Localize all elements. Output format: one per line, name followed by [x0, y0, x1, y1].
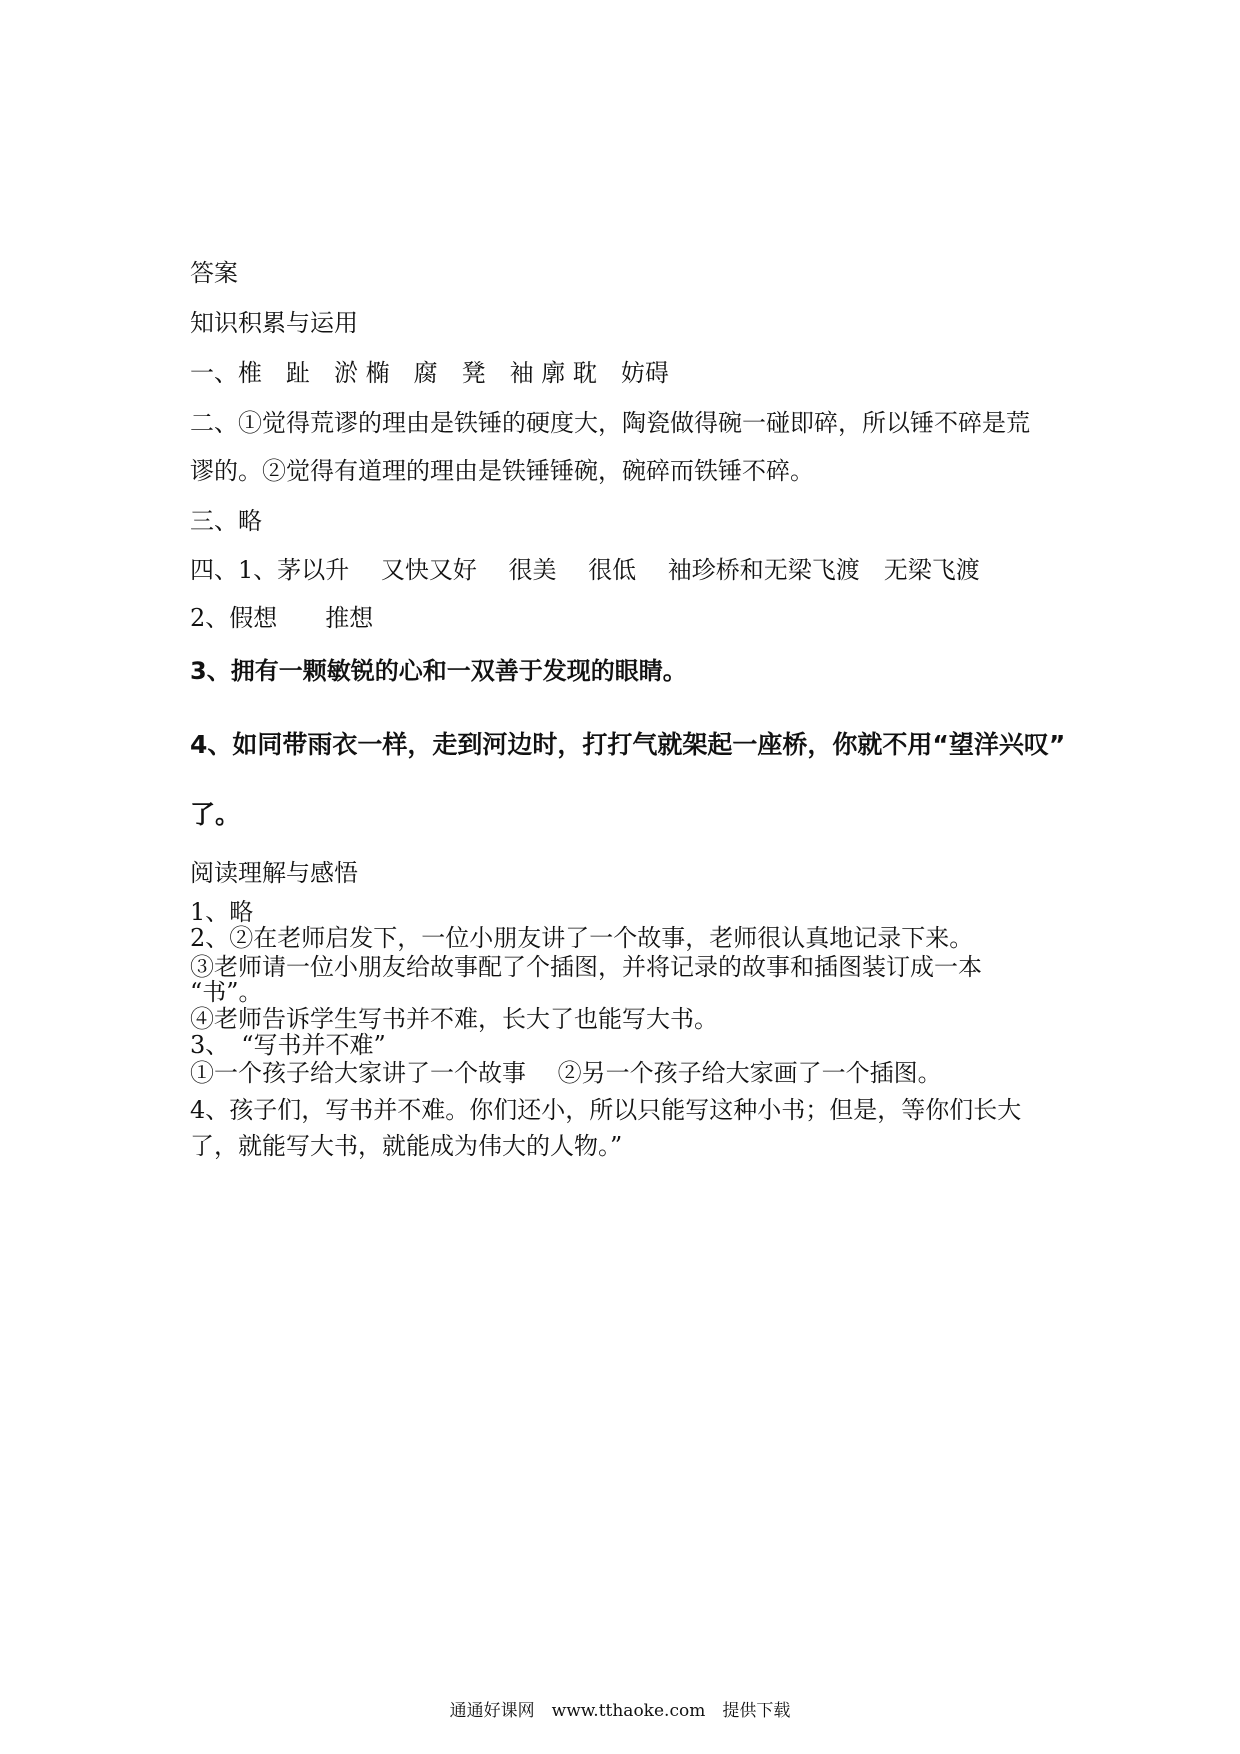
answer-q4-2: 2、假想 推想 [190, 604, 374, 632]
reading-answer-4-1: 4、孩子们，写书并不难。你们还小，所以只能写这种小书；但是，等你们长大 [190, 1096, 1022, 1124]
reading-answer-2-2: ③老师请一位小朋友给故事配了个插图，并将记录的故事和插图装订成一本 [190, 953, 982, 981]
answer-q1: 一、椎 趾 淤 椭 腐 凳 袖 廓 耽 妨碍 [190, 359, 669, 387]
reading-answer-3-2: ①一个孩子给大家讲了一个故事 ②另一个孩子给大家画了一个插图。 [190, 1059, 942, 1087]
reading-answer-2-4: ④老师告诉学生写书并不难，长大了也能写大书。 [190, 1005, 718, 1033]
reading-answer-4-2: 了，就能写大书，就能成为伟大的人物。” [190, 1132, 623, 1160]
reading-answer-3-1: 3、 “写书并不难” [190, 1031, 386, 1059]
answer-q4-4-line2: 了。 [190, 800, 241, 829]
answer-q4-3: 3、拥有一颗敏锐的心和一双善于发现的眼睛。 [190, 657, 687, 685]
answer-q4-1: 四、1、茅以升 又快又好 很美 很低 袖珍桥和无梁飞渡 无梁飞渡 [190, 556, 980, 584]
answer-q4-4-line1: 4、如同带雨衣一样，走到河边时，打打气就架起一座桥，你就不用“望洋兴叹” [190, 730, 1066, 759]
section-heading-reading: 阅读理解与感悟 [190, 859, 358, 887]
answer-q2-line1: 二、①觉得荒谬的理由是铁锤的硬度大，陶瓷做得碗一碰即碎，所以锤不碎是荒 [190, 409, 1030, 437]
reading-answer-1: 1、略 [190, 898, 254, 926]
doc-title: 答案 [190, 259, 238, 287]
page-footer: 通通好课网 www.tthaoke.com 提供下载 [449, 1701, 791, 1721]
answer-q3: 三、略 [190, 507, 262, 535]
section-heading-knowledge: 知识积累与运用 [190, 309, 358, 337]
reading-answer-2-1: 2、②在老师启发下，一位小朋友讲了一个故事，老师很认真地记录下来。 [190, 924, 974, 952]
answer-q2-line2: 谬的。②觉得有道理的理由是铁锤锤碗，碗碎而铁锤不碎。 [190, 457, 814, 485]
reading-answer-2-3: “书”。 [190, 978, 263, 1006]
